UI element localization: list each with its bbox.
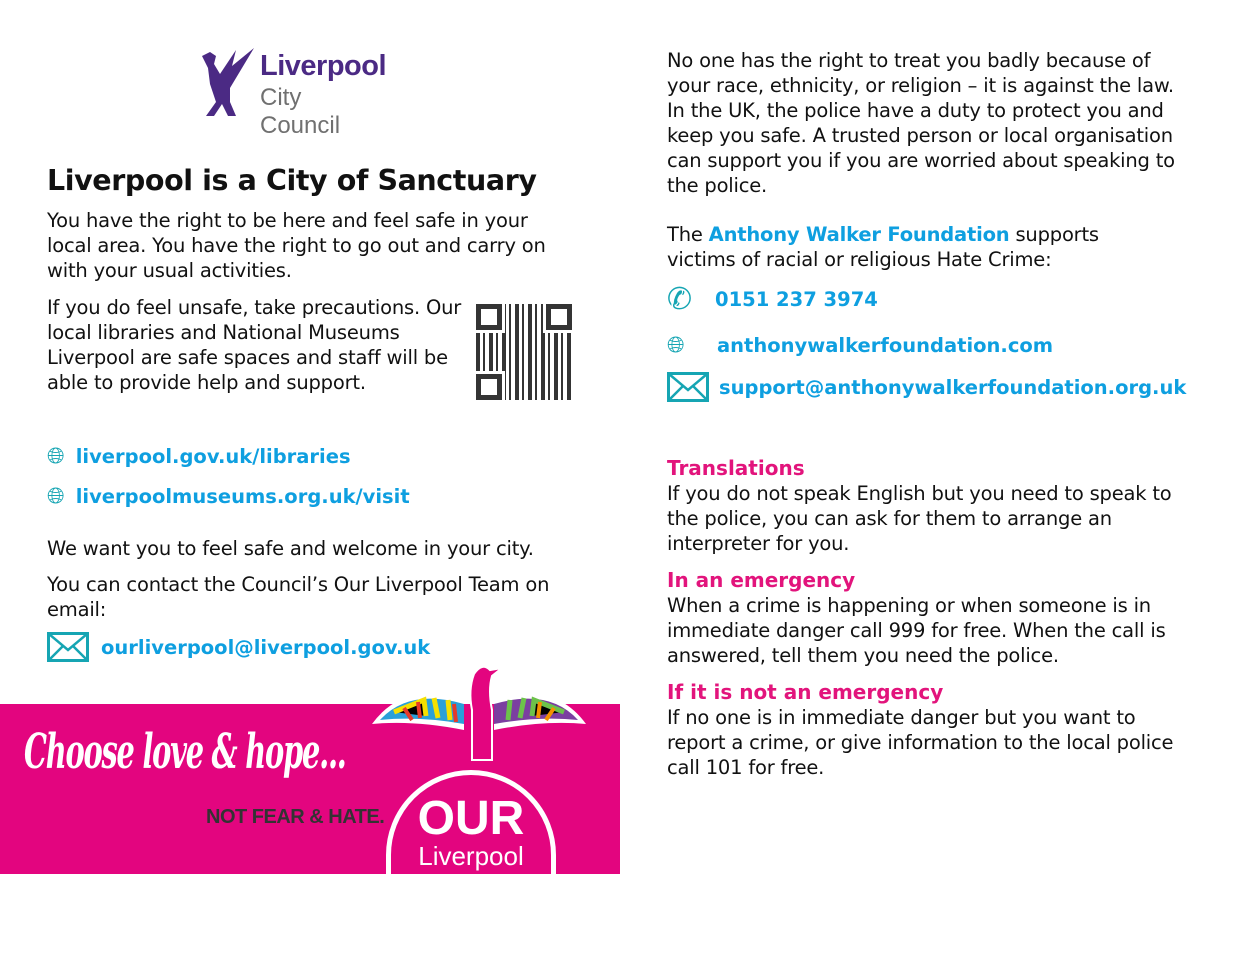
- awf-name: Anthony Walker Foundation: [708, 223, 1010, 246]
- envelope-icon: [667, 372, 709, 402]
- museums-link[interactable]: liverpoolmuseums.org.uk/visit: [75, 485, 410, 508]
- awf-web-link[interactable]: anthonywalkerfoundation.com: [717, 334, 1054, 357]
- libraries-link[interactable]: liverpool.gov.uk/libraries: [75, 445, 351, 468]
- globe-icon: 🌐︎: [47, 444, 65, 469]
- libraries-link-row[interactable]: [47, 444, 351, 469]
- phone-link[interactable]: 0151 237 3974: [715, 288, 878, 311]
- badge-liverpool: Liverpool: [418, 841, 524, 871]
- logo-subtitle: City Council: [260, 84, 341, 139]
- rights-paragraph: No one has the right to treat you badly because of your race, ethnicity, or religion – it is against the law. In the UK, the police have a duty to protect you and keep you safe. A trusted person or local organisation can support you if you are worried about speaking to the police.: [667, 49, 1175, 197]
- non-emergency-section: [667, 680, 1177, 780]
- phone-row[interactable]: [667, 282, 878, 317]
- intro-paragraph: You have the right to be here and feel safe in your local area. You have the right to go out and carry on with your usual activities.: [47, 209, 546, 282]
- our-liverpool-badge: [386, 770, 556, 970]
- translations-section: [667, 456, 1197, 556]
- council-email-row[interactable]: [47, 632, 430, 662]
- phone-icon: ✆: [667, 282, 693, 317]
- globe-icon: 🌐︎: [667, 333, 685, 358]
- banner-slogan: Choose love & hope...: [24, 724, 346, 780]
- council-email-link[interactable]: ourliverpool@liverpool.gov.uk: [101, 635, 431, 659]
- section-title: If it is not an emergency: [667, 680, 944, 704]
- emergency-section: [667, 568, 1187, 668]
- envelope-icon: [47, 632, 89, 662]
- awf-pre: The: [667, 223, 709, 246]
- web-row[interactable]: [667, 333, 1053, 358]
- museums-link-row[interactable]: [47, 484, 410, 509]
- section-text: If no one is in immediate danger but you want to report a crime, or give information to the local police call 101 for free.: [667, 706, 1174, 779]
- contact-text: You can contact the Council’s Our Liverpool Team on email:: [47, 573, 550, 621]
- banner-subslogan: NOT FEAR & HATE.: [206, 806, 385, 828]
- safety-paragraph: If you do feel unsafe, take precautions. Our local libraries and National Museums Liverpool are safe spaces and staff will be able to provide help and support.: [47, 296, 462, 394]
- page-title: Liverpool is a City of Sanctuary: [47, 164, 537, 197]
- section-title: In an emergency: [667, 568, 856, 592]
- logo-name: Liverpool: [260, 50, 387, 82]
- awf-email-link[interactable]: support@anthonywalkerfoundation.org.uk: [719, 375, 1187, 399]
- section-title: Translations: [667, 456, 805, 480]
- welcome-text: We want you to feel safe and welcome in your city.: [47, 537, 534, 560]
- awf-paragraph: [667, 222, 1137, 272]
- rainbow-liver-bird-icon: [364, 660, 594, 780]
- globe-icon: 🌐︎: [47, 484, 65, 509]
- awf-post: supports victims of racial or religious Hate Crime:: [667, 223, 1099, 271]
- awf-email-row[interactable]: [667, 372, 1186, 402]
- liver-bird-icon: [196, 44, 256, 120]
- qr-code[interactable]: [476, 304, 572, 400]
- badge-our: OUR: [417, 792, 525, 845]
- section-text: If you do not speak English but you need to speak to the police, you can ask for them to arrange an interpreter for you.: [667, 482, 1172, 555]
- section-text: When a crime is happening or when someone is in immediate danger call 999 for free. When the call is answered, tell them you need the police.: [667, 594, 1166, 667]
